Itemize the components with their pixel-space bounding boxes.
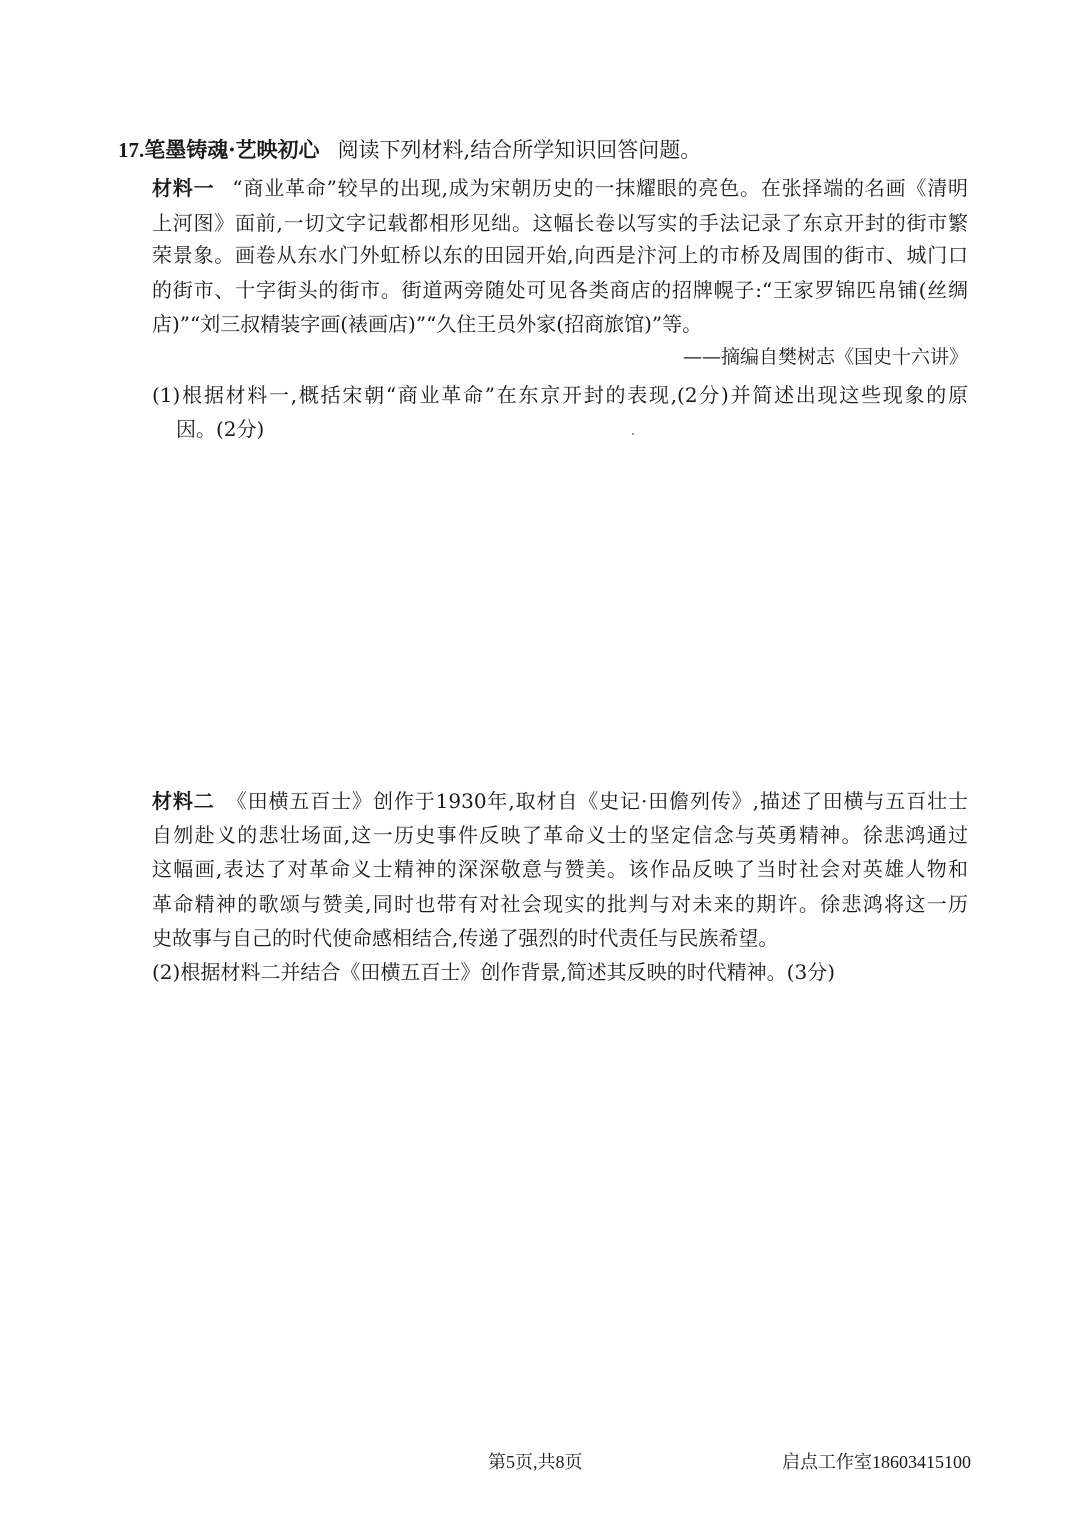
material2-line-3: 这幅画,表达了对革命义士精神的深深敬意与赞美。该作品反映了当时社会对英雄人物和 [152, 857, 968, 881]
material1-line-2: 上河图》面前,一切文字记载都相形见绌。这幅长卷以写实的手法记录了东京开封的街市繁 [152, 211, 968, 235]
question-number: 17. [118, 138, 145, 162]
material1-line-4: 的街市、十字街头的街市。街道两旁随处可见各类商店的招牌幌子:“王家罗锦匹帛铺(丝绸 [152, 278, 968, 302]
sub-question-1-cont: 因。(2分) [176, 417, 265, 441]
material2-line-1: 材料二 《田横五百士》创作于1930年,取材自《史记·田儋列传》,描述了田横与五百壮士 [152, 789, 968, 813]
question-title: 笔墨铸魂·艺映初心 [144, 137, 320, 162]
sub-question-2: (2)根据材料二并结合《田横五百士》创作背景,简述其反映的时代精神。(3分) [152, 960, 836, 984]
scan-speck [632, 433, 634, 435]
question-instruction: 阅读下列材料,结合所学知识回答问题。 [337, 138, 702, 162]
sub-question-1: (1)根据材料一,概括宋朝“商业革命”在东京开封的表现,(2分)并简述出现这些现象的原 [152, 383, 968, 407]
page-number: 第5页,共8页 [488, 1452, 583, 1472]
material1-line-3: 荣景象。画卷从东水门外虹桥以东的田园开始,向西是汴河上的市桥及周围的街市、城门口 [152, 243, 968, 267]
material2-line-4: 革命精神的歌颂与赞美,同时也带有对社会现实的批判与对未来的期许。徐悲鸿将这一历 [152, 892, 968, 916]
material1-line-1: 材料一 “商业革命”较早的出现,成为宋朝历史的一抹耀眼的亮色。在张择端的名画《清明 [152, 176, 969, 200]
question-heading [118, 136, 701, 164]
material1-source: ——摘编自樊树志《国史十六讲》 [682, 346, 968, 368]
material2-line-5: 史故事与自己的时代使命感相结合,传递了强烈的时代责任与民族希望。 [152, 926, 779, 950]
material1-line-5: 店)”“刘三叔精装字画(裱画店)”“久住王员外家(招商旅馆)”等。 [152, 312, 703, 336]
material2-line-2: 自刎赴义的悲壮场面,这一历史事件反映了革命义士的坚定信念与英勇精神。徐悲鸿通过 [152, 823, 968, 847]
material2-label: 材料二 [152, 789, 215, 813]
material1-label: 材料一 [152, 176, 215, 200]
studio-credit: 启点工作室18603415100 [782, 1452, 971, 1472]
